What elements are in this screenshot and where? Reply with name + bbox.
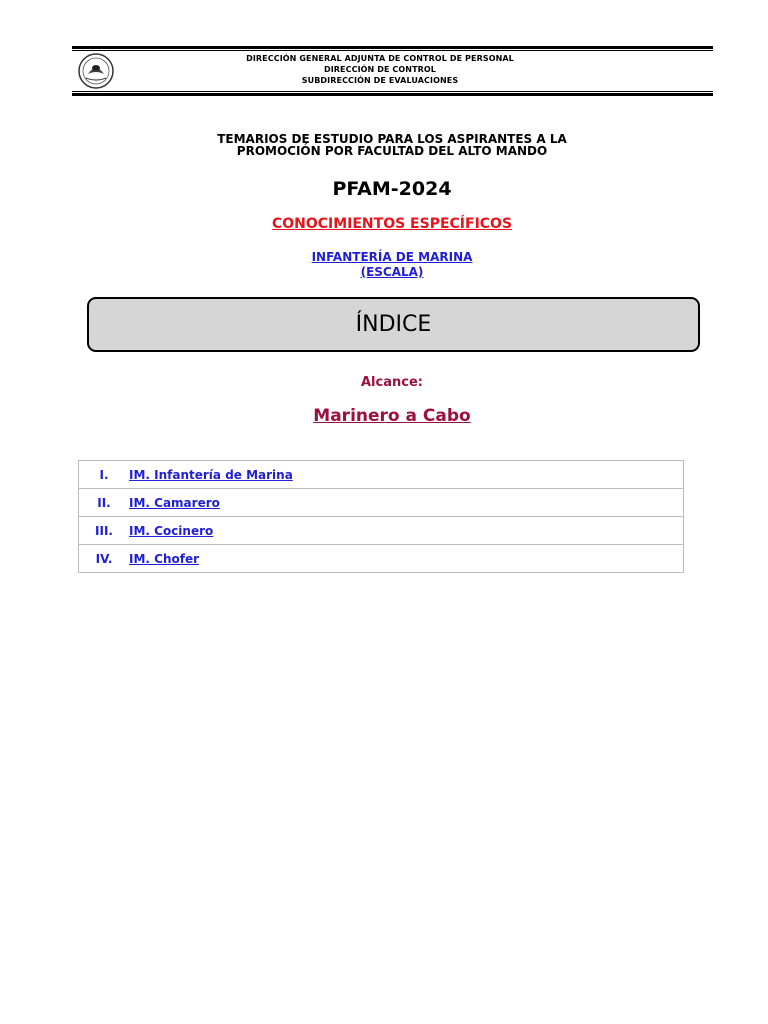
index-link-chofer[interactable]: IM. Chofer (129, 551, 200, 566)
row-link-cell (129, 489, 684, 517)
index-table (78, 460, 684, 573)
header-line-2: DIRECCIÓN DE CONTROL (323, 65, 436, 74)
header-text (130, 53, 630, 86)
header-rule-top (72, 46, 713, 49)
section-heading: CONOCIMIENTOS ESPECÍFICOS (271, 216, 513, 232)
document-title (92, 133, 692, 157)
table-row (79, 545, 684, 573)
index-heading: ÍNDICE (355, 312, 432, 337)
row-number: IV. (79, 545, 130, 573)
specialty-link[interactable] (92, 250, 692, 280)
header-rule-bottom (72, 93, 713, 96)
header-line-1: DIRECCIÓN GENERAL ADJUNTA DE CONTROL DE PERSONAL (246, 54, 514, 63)
row-link-cell (129, 545, 684, 573)
header-line-3: SUBDIRECCIÓN DE EVALUACIONES (301, 76, 459, 85)
exam-code: PFAM-2024 (332, 178, 452, 200)
national-seal-icon (76, 52, 116, 90)
index-link-camarero[interactable]: IM. Camarero (129, 495, 220, 510)
row-number: I. (79, 461, 130, 489)
table-row (79, 461, 684, 489)
index-heading-box (87, 297, 700, 352)
title-line-2: PROMOCIÓN POR FACULTAD DEL ALTO MANDO (236, 144, 548, 158)
alcance-label: Alcance: (361, 375, 423, 390)
table-row (79, 489, 684, 517)
specialty-line-1[interactable]: INFANTERÍA DE MARINA (311, 250, 473, 264)
index-link-cocinero[interactable]: IM. Cocinero (129, 523, 214, 538)
table-row (79, 517, 684, 545)
row-link-cell (129, 461, 684, 489)
specialty-line-2[interactable]: (ESCALA) (360, 265, 424, 279)
title-line-1: TEMARIOS DE ESTUDIO PARA LOS ASPIRANTES A LA (217, 132, 567, 146)
row-number: III. (79, 517, 130, 545)
index-link-infanteria[interactable]: IM. Infantería de Marina (129, 467, 293, 482)
header-rule-top-thin (72, 50, 713, 51)
header-rule-bottom-thin (72, 91, 713, 92)
alcance-value: Marinero a Cabo (313, 406, 471, 426)
row-number: II. (79, 489, 130, 517)
row-link-cell (129, 517, 684, 545)
